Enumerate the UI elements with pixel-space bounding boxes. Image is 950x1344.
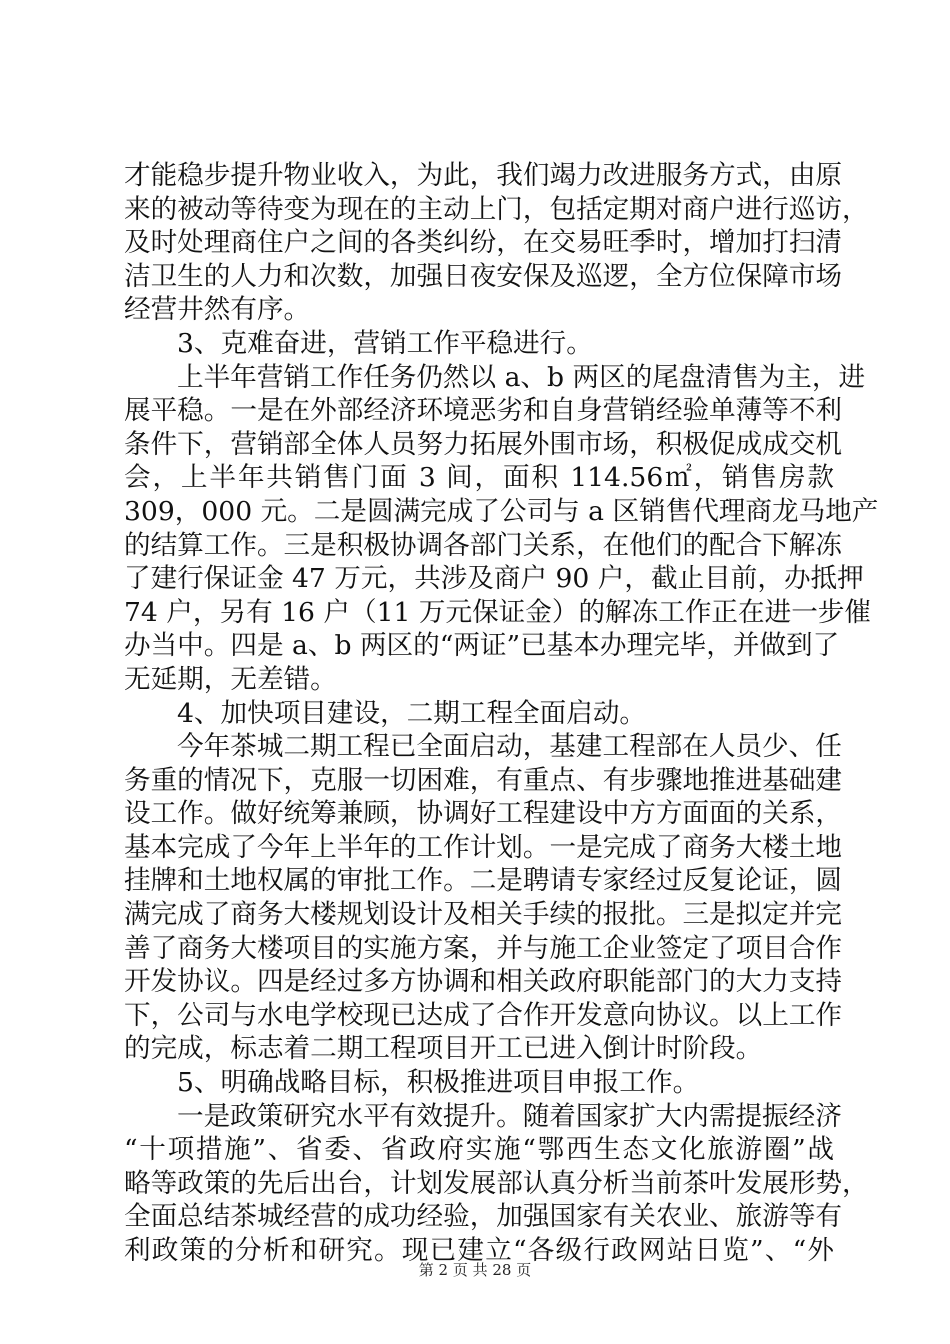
text-line: 才能稳步提升物业收入，为此，我们竭力改进服务方式，由原 <box>124 160 843 191</box>
text-line: 上半年营销工作任务仍然以 a、b 两区的尾盘清售为主，进 <box>177 361 866 393</box>
text-line: 务重的情况下，克服一切困难，有重点、有步骤地推进基础建 <box>124 764 843 796</box>
text-line: 的完成，标志着二期工程项目开工已进入倒计时阶段。 <box>124 1033 763 1065</box>
text-line: 来的被动等待变为现在的主动上门，包括定期对商户进行巡访， <box>124 193 869 225</box>
document-body <box>124 159 879 1268</box>
text-line: 利政策的分析和研究。现已建立“各级行政网站日览”、“外 <box>124 1235 834 1266</box>
text-line: 及时处理商住户之间的各类纠纷，在交易旺季时，增加打扫清 <box>124 227 843 259</box>
text-line: 今年茶城二期工程已全面启动，基建工程部在人员少、任 <box>177 731 842 763</box>
text-line: 办当中。四是 a、b 两区的“两证”已基本办理完毕，并做到了 <box>124 630 840 662</box>
text-line: 洁卫生的人力和次数，加强日夜安保及巡逻，全方位保障市场 <box>124 260 843 292</box>
text-line: 下，公司与水电学校现已达成了合作开发意向协议。以上工作 <box>124 999 843 1031</box>
text-line: 的结算工作。三是积极协调各部门关系，在他们的配合下解冻 <box>124 529 843 561</box>
section-heading: 4、加快项目建设，二期工程全面启动。 <box>177 697 647 729</box>
text-line: 一是政策研究水平有效提升。随着国家扩大内需提振经济 <box>177 1100 842 1132</box>
text-line: 略等政策的先后出台，计划发展部认真分析当前茶叶发展形势， <box>124 1167 869 1199</box>
text-line: 经营井然有序。 <box>124 294 311 326</box>
text-line: 74 户，另有 16 户（11 万元保证金）的解冻工作正在进一步催 <box>124 596 871 628</box>
page-footer <box>0 1259 950 1280</box>
text-line: 展平稳。一是在外部经济环境恶劣和自身营销经验单薄等不利 <box>124 395 843 427</box>
text-line: 基本完成了今年上半年的工作计划。一是完成了商务大楼土地 <box>124 831 843 863</box>
text-line: 无延期，无差错。 <box>124 663 337 695</box>
page-number: 第 2 页 共 28 页 <box>418 1261 532 1279</box>
text-line: 开发协议。四是经过多方协调和相关政府职能部门的大力支持 <box>124 966 843 998</box>
text-line: 了建行保证金 47 万元，共涉及商户 90 户，截止目前，办抵押 <box>124 563 864 595</box>
text-line: 条件下，营销部全体人员努力拓展外围市场，积极促成成交机 <box>124 428 843 460</box>
section-heading: 3、克难奋进，营销工作平稳进行。 <box>177 327 593 359</box>
text-line: 善了商务大楼项目的实施方案，并与施工企业签定了项目合作 <box>124 932 843 964</box>
text-line: 会，上半年共销售门面 3 间，面积 114.56㎡，销售房款 <box>124 462 834 494</box>
text-line: 309，000 元。二是圆满完成了公司与 a 区销售代理商龙马地产 <box>124 495 879 527</box>
section-heading: 5、明确战略目标，积极推进项目申报工作。 <box>177 1067 700 1099</box>
text-line: 全面总结茶城经营的成功经验，加强国家有关农业、旅游等有 <box>124 1201 843 1233</box>
text-line: “十项措施”、省委、省政府实施“鄂西生态文化旅游圈”战 <box>124 1134 834 1166</box>
text-line: 设工作。做好统筹兼顾，协调好工程建设中方方面面的关系， <box>124 798 843 830</box>
text-line: 满完成了商务大楼规划设计及相关手续的报批。三是拟定并完 <box>124 899 843 931</box>
text-line: 挂牌和土地权属的审批工作。二是聘请专家经过反复论证，圆 <box>124 865 843 897</box>
